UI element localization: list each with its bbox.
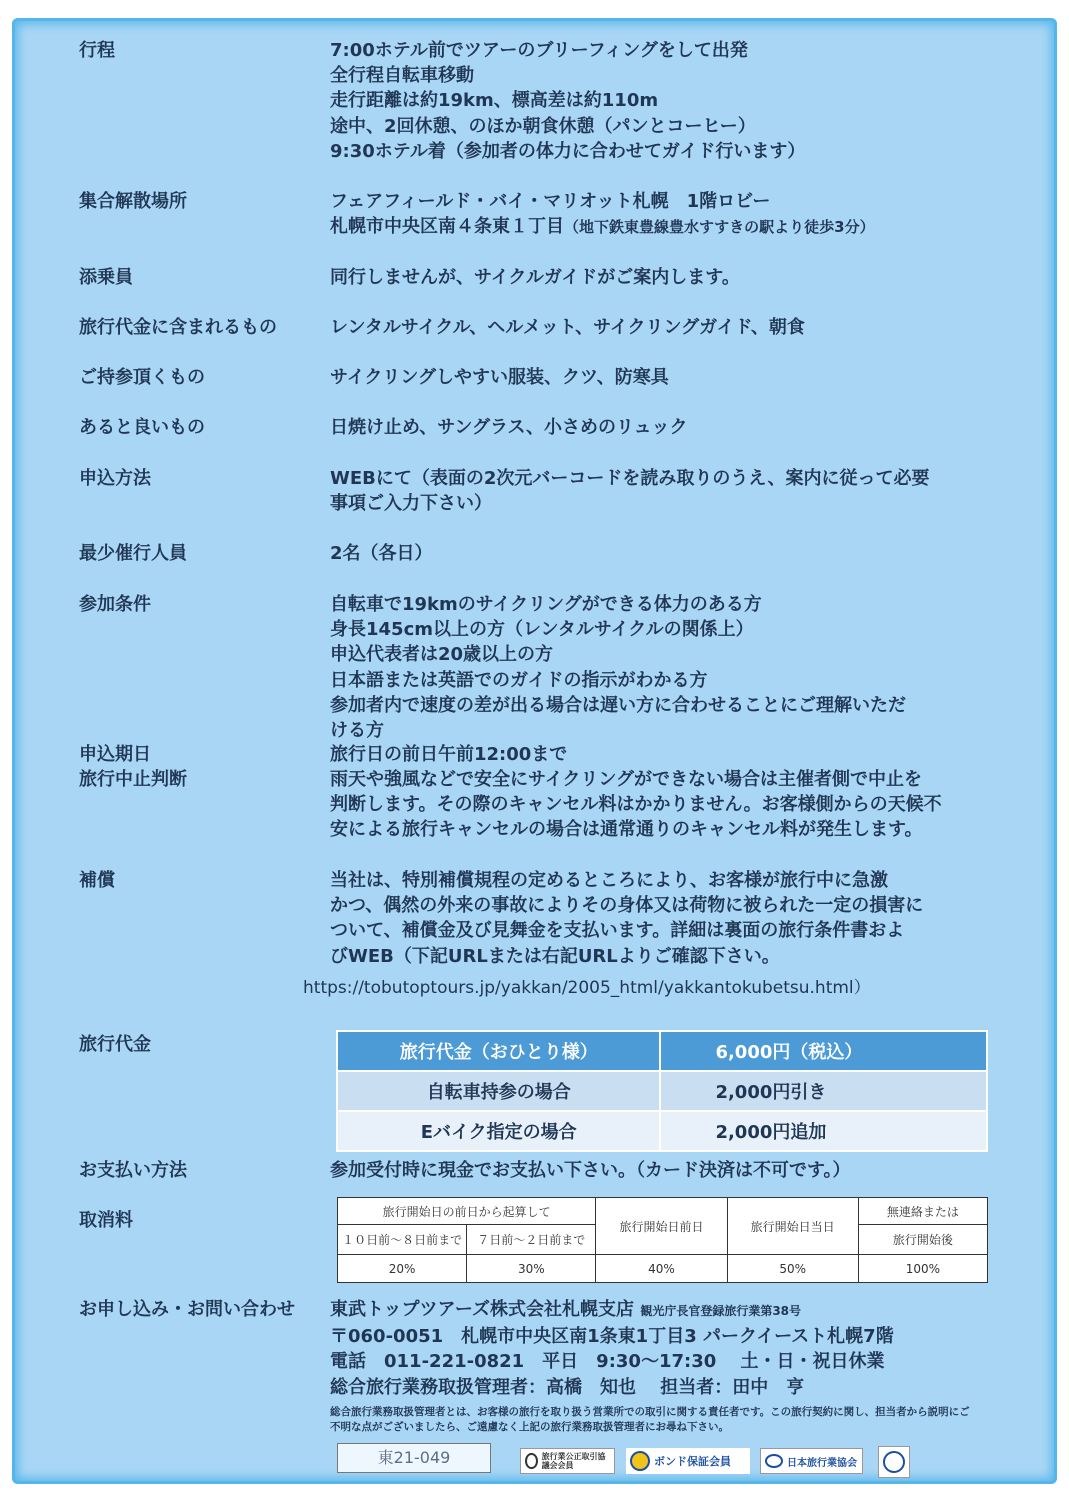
condition-line: 参加者内で速度の差が出る場合は遅い方に合わせることにご理解いただ bbox=[330, 694, 906, 716]
cancel-fee-rate: 30% bbox=[467, 1255, 596, 1283]
jata-emblem-icon bbox=[765, 1454, 783, 1468]
included-value: レンタルサイクル、ヘルメット、サイクリングガイド、朝食 bbox=[330, 317, 805, 338]
cancel-fee-rate-row bbox=[338, 1255, 988, 1283]
manager-note: 総合旅行業務取扱管理者とは、お客様の旅行を取り扱う営業所での取引に関する責任者です。この旅行契約に関し、担当者から説明にご不明な点がございましたら、ご遠慮なく上記の旅行業務取扱管理者にお尋ね下さい。 bbox=[330, 1406, 970, 1433]
cancel-decision-label: 旅行中止判断 bbox=[79, 769, 187, 790]
cancel-fee-header: 旅行開始後 bbox=[858, 1225, 987, 1255]
itinerary-value bbox=[330, 38, 805, 164]
contact-phone: 電話 011-221-0821 平日 9:30～17:30 土・日・祝日休業 bbox=[330, 1351, 885, 1373]
cancel-decision-value bbox=[330, 767, 942, 843]
compensation-value bbox=[330, 868, 923, 969]
price-table-row bbox=[337, 1071, 987, 1111]
conditions-url-link[interactable]: https://tobutoptours.jp/yakkan/2005_html/yakkantokubetsu.html） bbox=[303, 978, 871, 998]
condition-line: 自転車で19kmのサイクリングができる体力のある方 bbox=[330, 594, 762, 615]
meeting-access-note: （地下鉄東豊線豊水すすきの駅より徒歩3分） bbox=[564, 218, 875, 237]
condition-line: 申込代表者は20歳以上の方 bbox=[330, 644, 554, 666]
contact-value bbox=[330, 1297, 894, 1400]
cancel-fee-rate: 100% bbox=[858, 1255, 987, 1283]
apply-method-value bbox=[330, 466, 929, 516]
payment-label: お支払い方法 bbox=[79, 1160, 187, 1181]
cancel-fee-header: ７日前～２日前まで bbox=[467, 1225, 596, 1255]
price-table bbox=[336, 1030, 988, 1152]
meeting-label: 集合解散場所 bbox=[79, 191, 187, 212]
cancel-fee-label: 取消料 bbox=[79, 1210, 133, 1231]
min-people-label: 最少催行人員 bbox=[79, 543, 187, 564]
registration-number-box: 東21-049 bbox=[337, 1443, 491, 1473]
condition-line: 日本語または英語でのガイドの指示がわかる方 bbox=[330, 669, 708, 691]
contact-label: お申し込み・お問い合わせ bbox=[79, 1299, 295, 1320]
bring-value: サイクリングしやすい服装、クツ、防寒具 bbox=[330, 367, 669, 388]
conditions-label: 参加条件 bbox=[79, 594, 151, 615]
apply-method-label: 申込方法 bbox=[79, 468, 151, 489]
escort-label: 添乗員 bbox=[79, 267, 133, 288]
cancel-fee-rate: 50% bbox=[727, 1255, 858, 1283]
meeting-address: 札幌市中央区南４条東１丁目 bbox=[330, 216, 564, 238]
contact-company: 東武トップツアーズ株式会社札幌支店 bbox=[330, 1299, 635, 1320]
cancel-fee-header: 旅行開始日当日 bbox=[727, 1198, 858, 1255]
cancel-decision-line: 判断します。その際のキャンセル料はかかりません。お客様側からの天候不 bbox=[330, 794, 942, 816]
cancel-fee-rate: 40% bbox=[596, 1255, 727, 1283]
itinerary-line: 9:30ホテル着（参加者の体力に合わせてガイド行います） bbox=[330, 140, 806, 162]
cancel-decision-line: 安による旅行キャンセルの場合は通常通りのキャンセル料が発生します。 bbox=[330, 819, 923, 841]
itinerary-line: 全行程自転車移動 bbox=[330, 65, 474, 87]
bond-emblem-icon bbox=[630, 1451, 650, 1471]
deadline-value: 旅行日の前日午前12:00まで bbox=[330, 744, 568, 765]
jata-text: 日本旅行業協会 bbox=[787, 1457, 857, 1469]
fair-trade-logo bbox=[520, 1448, 615, 1474]
payment-value: 参加受付時に現金でお支払い下さい。（カード決済は不可です。） bbox=[330, 1160, 851, 1181]
price-cell: 2,000円引き bbox=[660, 1071, 987, 1111]
contact-registration: 観光庁長官登録旅行業第38号 bbox=[640, 1304, 802, 1318]
cancel-fee-header: 無連絡または bbox=[858, 1198, 987, 1225]
meeting-line: フェアフィールド・バイ・マリオット札幌 1階ロビー bbox=[330, 191, 771, 212]
price-table-header-row bbox=[337, 1031, 987, 1071]
meeting-value bbox=[330, 189, 875, 240]
contact-company-line bbox=[330, 1297, 894, 1324]
itinerary-line: 途中、2回休憩、のほか朝食休憩（パンとコーヒー） bbox=[330, 115, 756, 137]
compensation-line: 当社は、特別補償規程の定めるところにより、お客様が旅行中に急激 bbox=[330, 870, 888, 891]
compensation-line: かつ、偶然の外来の事故によりその身体又は荷物に被られた一定の損害に bbox=[330, 895, 924, 917]
jata-logo bbox=[760, 1448, 863, 1474]
conditions-value bbox=[330, 592, 906, 743]
recommended-value: 日焼け止め、サングラス、小さめのリュック bbox=[330, 417, 688, 438]
fair-trade-text: 旅行業公正取引協議会会員 bbox=[541, 1452, 606, 1470]
price-cell: 6,000円（税込） bbox=[660, 1031, 987, 1071]
compensation-line: びWEB（下記URLまたは右記URLよりご確認下さい。 bbox=[330, 945, 780, 967]
bond-logo bbox=[626, 1448, 750, 1474]
price-label: 旅行代金 bbox=[79, 1034, 151, 1055]
included-label: 旅行代金に含まれるもの bbox=[79, 317, 277, 338]
price-cell: 自転車持参の場合 bbox=[337, 1071, 660, 1111]
bond-text: ボンド保証会員 bbox=[654, 1455, 731, 1468]
condition-line: 身長145cm以上の方（レンタルサイクルの関係上） bbox=[330, 619, 754, 641]
recommended-label: あると良いもの bbox=[79, 417, 205, 438]
cancel-fee-table bbox=[337, 1197, 988, 1283]
fair-trade-emblem-icon bbox=[525, 1453, 538, 1469]
cancel-fee-header: 旅行開始日前日 bbox=[596, 1198, 727, 1255]
cancel-fee-header-row bbox=[338, 1198, 988, 1225]
price-cell: 2,000円追加 bbox=[660, 1111, 987, 1151]
meeting-line bbox=[330, 214, 875, 240]
cancel-fee-header: １０日前～８日前まで bbox=[338, 1225, 467, 1255]
price-cell: Eバイク指定の場合 bbox=[337, 1111, 660, 1151]
escort-value: 同行しませんが、サイクルガイドがご案内します。 bbox=[330, 267, 740, 288]
compensation-label: 補償 bbox=[79, 870, 115, 891]
condition-line: ける方 bbox=[330, 720, 384, 742]
contact-address: 〒060-0051 札幌市中央区南1条東1丁目3 パークイースト札幌7階 bbox=[330, 1326, 894, 1348]
price-table-row bbox=[337, 1111, 987, 1151]
compensation-line: ついて、補償金及び見舞金を支払います。詳細は裏面の旅行条件書およ bbox=[330, 920, 905, 942]
price-cell: 旅行代金（おひとり様） bbox=[337, 1031, 660, 1071]
cancel-decision-line: 雨天や強風などで安全にサイクリングができない場合は主催者側で中止を bbox=[330, 769, 923, 790]
itinerary-line: 走行距離は約19km、標高差は約110m bbox=[330, 90, 659, 112]
privacy-mark-logo bbox=[878, 1446, 910, 1478]
bring-label: ご持参頂くもの bbox=[79, 367, 205, 388]
apply-method-line: 事項ご入力下さい） bbox=[330, 493, 492, 515]
privacy-mark-icon bbox=[883, 1451, 905, 1473]
cancel-fee-group-header: 旅行開始日の前日から起算して bbox=[338, 1198, 596, 1225]
cancel-fee-rate: 20% bbox=[338, 1255, 467, 1283]
apply-method-line: WEBにて（表面の2次元バーコードを読み取りのうえ、案内に従って必要 bbox=[330, 468, 930, 489]
min-people-value: 2名（各日） bbox=[330, 543, 433, 564]
itinerary-line: 7:00ホテル前でツアーのブリーフィングをして出発 bbox=[330, 40, 748, 61]
itinerary-label: 行程 bbox=[79, 40, 115, 61]
deadline-label: 申込期日 bbox=[79, 744, 151, 765]
contact-manager: 総合旅行業務取扱管理者：高橋 知也 担当者：田中 亨 bbox=[330, 1376, 805, 1398]
